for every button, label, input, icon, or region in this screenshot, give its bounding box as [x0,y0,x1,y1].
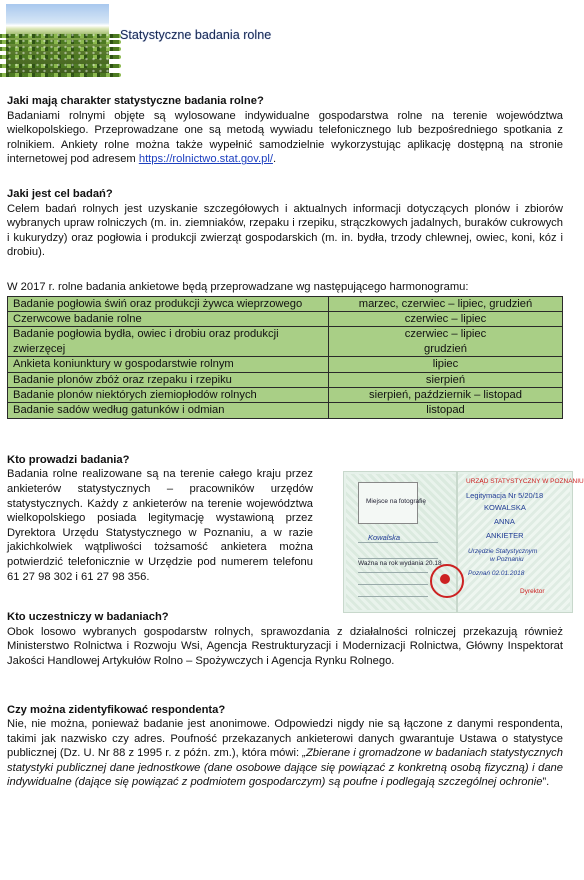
schedule-intro: W 2017 r. rolne badania ankietowe będą przeprowadzane wg następującego harmonogramu: [7,280,469,293]
who-section [7,453,584,595]
table-row [8,372,563,387]
document-body [7,94,584,790]
survey-name: Czerwcowe badanie rolne [8,311,329,326]
survey-period: sierpień [329,372,563,387]
schedule-table [7,296,563,419]
survey-period: lipiec [329,357,563,372]
page-header [6,4,566,76]
section-body-who: Badania rolne realizowane są na terenie całego kraju przez ankieterów statystycznych – pracowników urzędów statystycznych. Każdy z ankieterów na terenie województwa wielkopolskiego posiada legitymację wystawioną przez Dyrektora Urzędu Statystycznego w Poznaniu, a w razie jakichkolwiek wątpliwości tożsamość ankietera można potwierdzić telefonicznie w Urzędzie pod numerem telefonu 61 27 98 302 i 61 27 98 356. [7,468,313,583]
section-body-participants: Obok losowo wybranych gospodarstw rolnych, sprawozdania z działalności rolniczej przekazują również Ministerstwo Rolnictwa i Rozwoju Wsi, Agencja Restrukturyzacji i Modernizacji Rolnictwa, Główny Inspektorat Jakości Handlowej Artykułów Rolno – Spożywczych i Agencja Rynku Rolnego. [7,625,563,667]
survey-period: marzec, czerwiec – lipiec, grudzień [329,296,563,311]
section-heading-goal: Jaki jest cel badań? [7,187,113,200]
survey-name: Badanie pogłowia świń oraz produkcji żywca wieprzowego [8,296,329,311]
table-row [8,296,563,311]
survey-period: czerwiec – lipiec grudzień [329,327,563,357]
survey-period: listopad [329,403,563,418]
survey-name: Badanie sadów według gatunków i odmian [8,403,329,418]
section-body-respondent: Nie, nie można, ponieważ badanie jest anonimowe. Odpowiedzi nigdy nie są łączone z danymi respondenta, takimi jak nazwisko czy adres. Poufność przekazanych ankieterowi danych gwarantuje Ustawa o statystyce publicznej (Dz. U. Nr 88 z 1995 r. z późn. zm.), która mówi: „Zbierane i gromadzone w badaniach statystycznych statystyki publicznej dane jednostkowe (dane osobowe dające się powiązać z konkretną osobą fizyczną) i dane indywidualne (dające się powiązać z podmiotem gospodarczym) są poufne i podlegają szczególnej ochronie”. [7,718,563,789]
rolnictwo-link[interactable]: https://rolnictwo.stat.gov.pl/ [138,153,273,166]
statute-quote: „Zbierane i gromadzone w badaniach statystycznych statystyki publicznej dane jednostkowe (dane osobowe dające się powiązać z konkretną osobą fizyczną) i dane indywidualne (dające się powiązać z podmiotem gospodarczym) są poufne i podlegają szczególnej ochronie [7,747,563,789]
section-heading-respondent: Czy można zidentyfikować respondenta? [7,703,226,716]
section-body-character: Badaniami rolnymi objęte są wylosowane indywidualne gospodarstwa rolne na terenie województwa wielkopolskiego. Przeprowadzane one są metodą wywiadu telefonicznego lub bezpośredniego spotkania z rolnikiem. Ankiety rolne można także wypełnić samodzielnie wykorzystując aplikację dostępną na stronie internetowej pod adresem https://rolnictwo.stat.gov.pl/. [7,109,563,166]
section-heading-who: Kto prowadzi badania? [7,453,130,466]
survey-period: czerwiec – lipiec [329,311,563,326]
survey-name: Badanie pogłowia bydła, owiec i drobiu oraz produkcji zwierzęcej [8,327,329,357]
table-row [8,311,563,326]
section-body-goal: Celem badań rolnych jest uzyskanie szczegółowych i aktualnych informacji dotyczących plonów i zbiorów wybranych upraw rolniczych (m. in. ziemniaków, rzepaku i rzepiku, strączkowych jadalnych, buraków cukrowych i kukurydzy) oraz pogłowia i produkcji zwierząt gospodarskich (m. in. bydła, trzody chlewnej, owiec, koni, kóz i drobiu). [7,202,563,259]
section-heading-participants: Kto uczestniczy w badaniach? [7,611,169,624]
survey-name: Ankieta koniunktury w gospodarstwie rolnym [8,357,329,372]
table-row [8,327,563,357]
survey-name: Badanie plonów zbóż oraz rzepaku i rzepiku [8,372,329,387]
table-row [8,403,563,418]
survey-name: Badanie plonów niektórych ziemiopłodów rolnych [8,387,329,402]
interviewer-id-card: Miejsce na fotografię Kowalska Ważna na rok wydania 20.18 URZĄD STATYSTYCZNY W POZNANIU Legitymacja Nr 5/20/18 KOWALSKA ANNA ANKIETER Urzędzie Statystycznym w Poznaniu Poznań 02.01.2018 Dyrektor [343,471,573,613]
survey-period: sierpień, październik – listopad [329,387,563,402]
table-row [8,387,563,402]
table-row [8,357,563,372]
section-heading-character: Jaki mają charakter statystyczne badania rolne? [7,95,264,107]
farm-field-photo [6,4,109,76]
page-title: Statystyczne badania rolne [120,28,272,42]
